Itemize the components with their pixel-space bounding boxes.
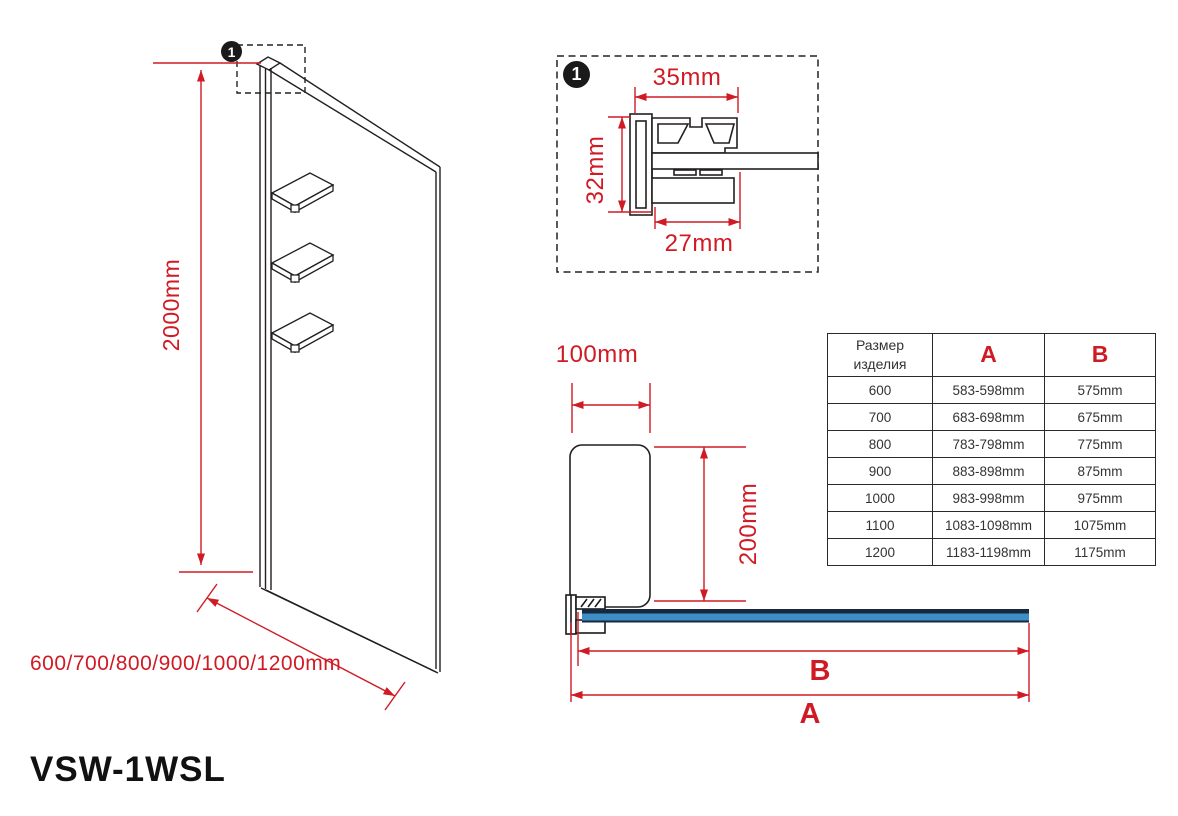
table-row (828, 377, 1156, 404)
size-cell: 1100 (828, 512, 933, 539)
shelf-3 (272, 313, 333, 352)
a-cell: 983-998mm (933, 485, 1045, 512)
shelf-1 (272, 173, 333, 212)
table-row (828, 539, 1156, 566)
size-column-header: Размер изделия (828, 334, 933, 377)
a-cell: 883-898mm (933, 458, 1045, 485)
callout-1-badge-detail: 1 (563, 61, 590, 88)
shelf-2 (272, 243, 333, 282)
size-cell: 800 (828, 431, 933, 458)
a-cell: 1183-1198mm (933, 539, 1045, 566)
side-bracket-width-label: 100mm (555, 341, 639, 368)
size-cell: 900 (828, 458, 933, 485)
b-cell: 875mm (1045, 458, 1156, 485)
glass-panel-bar (582, 609, 1029, 623)
side-bracket-outline (570, 445, 650, 607)
table-row (828, 485, 1156, 512)
column-a-header: A (933, 334, 1045, 377)
iso-width-dim-label: 600/700/800/900/1000/1200mm (30, 652, 342, 675)
size-cell: 1000 (828, 485, 933, 512)
size-cell: 700 (828, 404, 933, 431)
detail-width-dim-label: 35mm (652, 64, 722, 91)
detail-height-dim-label: 32mm (582, 135, 609, 205)
size-cell: 1200 (828, 539, 933, 566)
a-cell: 1083-1098mm (933, 512, 1045, 539)
detail-profile-section (630, 114, 818, 215)
b-cell: 575mm (1045, 377, 1156, 404)
table-row (828, 404, 1156, 431)
b-cell: 975mm (1045, 485, 1156, 512)
iso-shelves (272, 173, 333, 352)
callout-1-badge-iso: 1 (221, 41, 242, 62)
column-b-header: B (1045, 334, 1156, 377)
table-row (828, 458, 1156, 485)
table-row (828, 512, 1156, 539)
a-cell: 783-798mm (933, 431, 1045, 458)
iso-glass-panel (257, 57, 440, 673)
side-bracket-height-label: 200mm (735, 482, 762, 566)
b-cell: 1075mm (1045, 512, 1156, 539)
b-cell: 675mm (1045, 404, 1156, 431)
product-model-title: VSW-1WSL (30, 750, 226, 789)
iso-height-dim-label: 2000mm (158, 258, 184, 352)
dim-a-label: A (799, 698, 821, 730)
dim-b-label: B (809, 655, 831, 687)
size-table (827, 333, 1156, 566)
b-cell: 1175mm (1045, 539, 1156, 566)
table-row (828, 431, 1156, 458)
a-cell: 583-598mm (933, 377, 1045, 404)
iso-width-dimension (197, 584, 405, 710)
detail-bottom-dim-label: 27mm (664, 230, 734, 257)
a-cell: 683-698mm (933, 404, 1045, 431)
b-cell: 775mm (1045, 431, 1156, 458)
table-header-row (828, 334, 1156, 377)
size-cell: 600 (828, 377, 933, 404)
